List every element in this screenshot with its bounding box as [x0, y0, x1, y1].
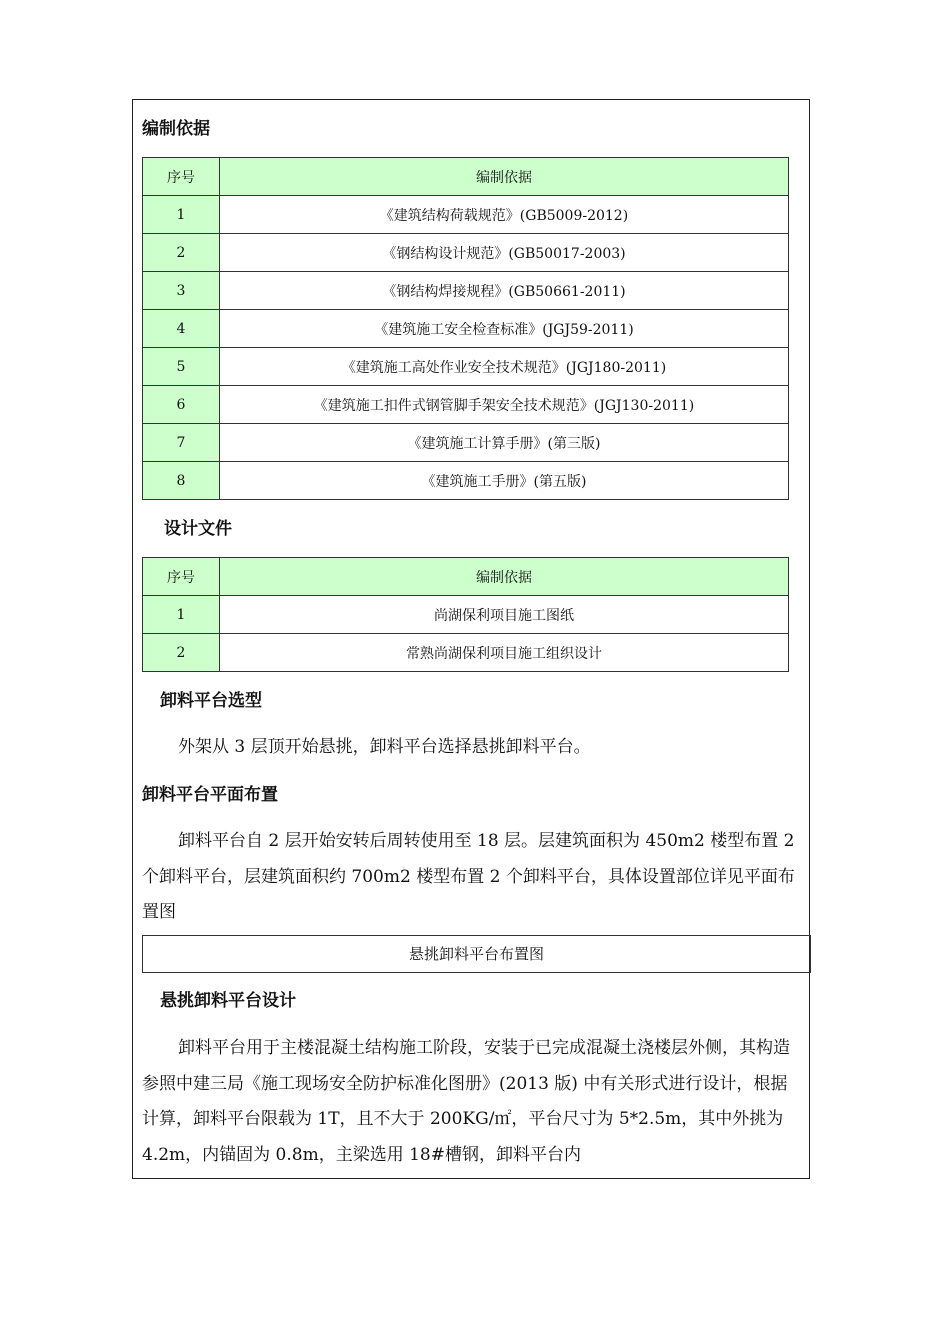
- basis-heading: 编制依据: [142, 119, 210, 139]
- table-header-row: [143, 158, 789, 196]
- row-num: 6: [143, 386, 220, 424]
- header-num: 序号: [143, 558, 220, 596]
- design-heading: 设计文件: [164, 519, 232, 539]
- figure-caption-box: [142, 935, 811, 973]
- table-row: [143, 310, 789, 348]
- row-name: 《钢结构焊接规程》(GB50661-2011): [220, 272, 789, 310]
- table-row: [143, 634, 789, 672]
- row-name: 《钢结构设计规范》(GB50017-2003): [220, 234, 789, 272]
- layout-paragraph: 卸料平台自 2 层开始安转后周转使用至 18 层。层建筑面积为 450m2 楼型布置 2 个卸料平台，层建筑面积约 700m2 楼型布置 2 个卸料平台，具体设置部位详见平面布置图: [142, 831, 795, 922]
- type-heading: 卸料平台选型: [160, 691, 262, 711]
- table-row: [143, 462, 789, 500]
- row-name: 常熟尚湖保利项目施工组织设计: [220, 634, 789, 672]
- layout-heading: 卸料平台平面布置: [142, 785, 278, 805]
- row-num: 3: [143, 272, 220, 310]
- table-row: [143, 234, 789, 272]
- header-name: 编制依据: [220, 158, 789, 196]
- row-name: 《建筑施工计算手册》(第三版): [220, 424, 789, 462]
- figure-caption: 悬挑卸料平台布置图: [408, 945, 544, 963]
- row-name: 尚湖保利项目施工图纸: [220, 596, 789, 634]
- row-num: 8: [143, 462, 220, 500]
- table-row: [143, 424, 789, 462]
- table-row: [143, 348, 789, 386]
- table-row: [143, 196, 789, 234]
- header-num: 序号: [143, 158, 220, 196]
- platform-paragraph: 卸料平台用于主楼混凝土结构施工阶段，安装于已完成混凝土浇楼层外侧，其构造参照中建三局《施工现场安全防护标准化图册》(2013 版) 中有关形式进行设计，根据计算，卸料平台限载为 1T，且不大于 200KG/㎡，平台尺寸为 5*2.5m，其中外挑为 4.2m，内锚固为 0.8m，主梁选用 18#槽钢，卸料平台内: [142, 1038, 790, 1165]
- platform-heading: 悬挑卸料平台设计: [160, 991, 296, 1011]
- row-name: 《建筑施工高处作业安全技术规范》(JGJ180-2011): [220, 348, 789, 386]
- table-row: [143, 596, 789, 634]
- row-num: 7: [143, 424, 220, 462]
- row-name: 《建筑施工扣件式钢管脚手架安全技术规范》(JGJ130-2011): [220, 386, 789, 424]
- basis-table: [142, 157, 789, 500]
- design-table: [142, 557, 789, 672]
- table-row: [143, 272, 789, 310]
- row-name: 《建筑施工手册》(第五版): [220, 462, 789, 500]
- row-num: 2: [143, 634, 220, 672]
- row-num: 2: [143, 234, 220, 272]
- row-num: 1: [143, 596, 220, 634]
- row-num: 5: [143, 348, 220, 386]
- row-num: 4: [143, 310, 220, 348]
- header-name: 编制依据: [220, 558, 789, 596]
- table-header-row: [143, 558, 789, 596]
- row-name: 《建筑施工安全检查标准》(JGJ59-2011): [220, 310, 789, 348]
- row-num: 1: [143, 196, 220, 234]
- row-name: 《建筑结构荷载规范》(GB5009-2012): [220, 196, 789, 234]
- type-paragraph: 外架从 3 层顶开始悬挑，卸料平台选择悬挑卸料平台。: [178, 737, 591, 757]
- table-row: [143, 386, 789, 424]
